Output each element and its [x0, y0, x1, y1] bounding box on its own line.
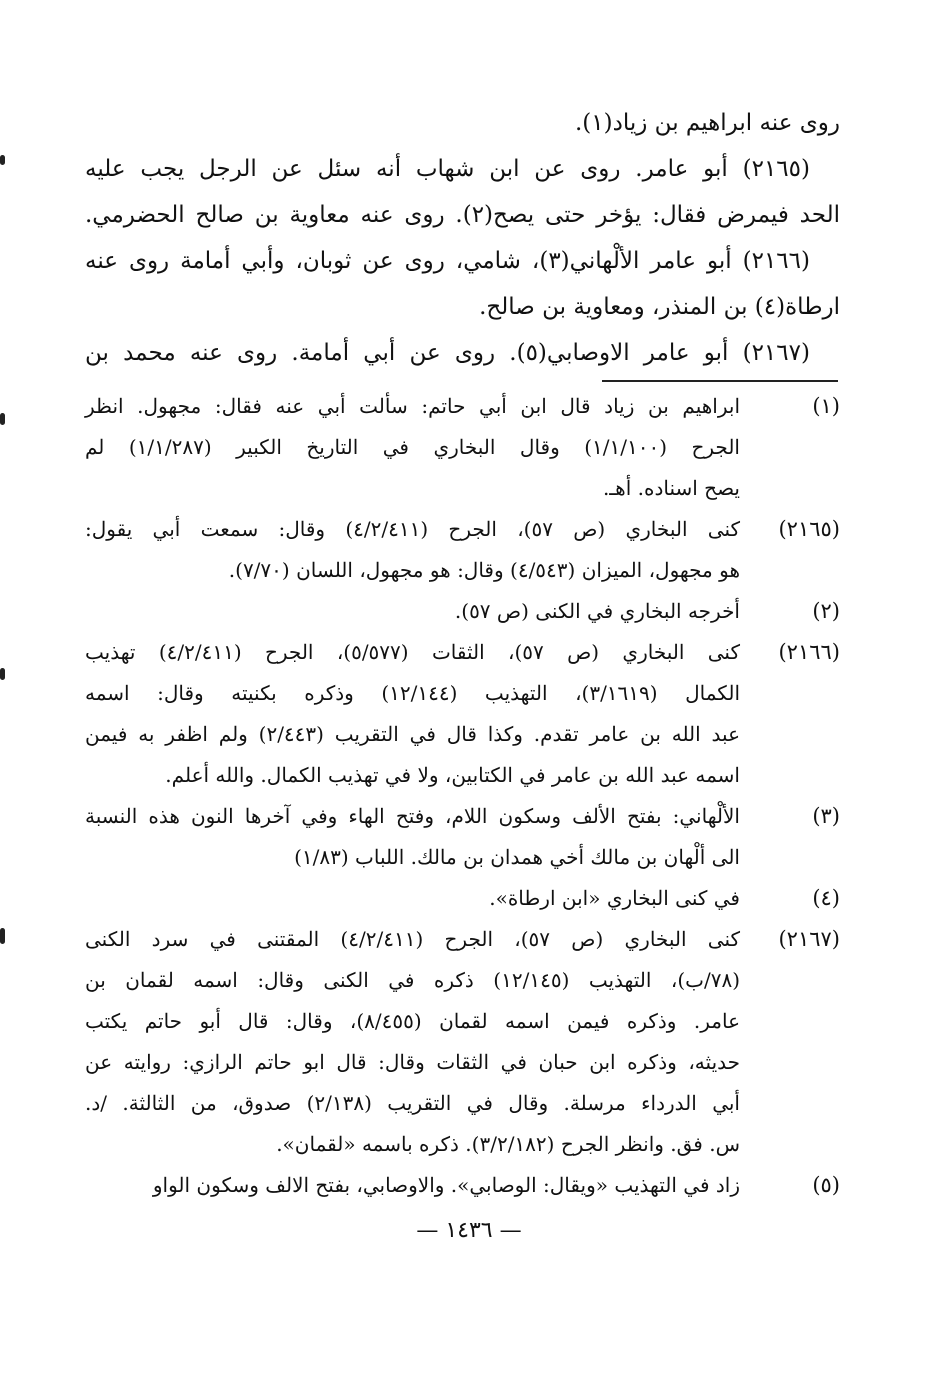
footnote-line: يصح اسناده. أهـ.	[602, 476, 740, 500]
footnote	[85, 1165, 840, 1206]
footnote-line: في كنى البخاري «ابن ارطاة».	[489, 886, 740, 910]
footnote	[85, 878, 840, 919]
footnote	[85, 386, 840, 509]
main-line: (٢١٦٦) أبو عامر الألْهاني(٣)، شامي، روى عن ثوبان، وأبي أمامة روى عنه	[85, 248, 810, 274]
footnote-number: (٢)	[812, 599, 840, 623]
footnote-number: (٣)	[812, 804, 840, 828]
main-line: روى عنه ابراهيم بن زياد(١).	[574, 110, 840, 136]
footnote-line: أخرجه البخاري في الكنى (ص ٥٧).	[454, 599, 740, 623]
footnote	[85, 509, 840, 591]
footnote-line: الكمال (٣/١٦١٩)، التهذيب (١٢/١٤٤) وذكره بكنيته وقال: اسمه	[85, 681, 740, 705]
main-line: (٢١٦٥) أبو عامر. روى عن ابن شهاب أنه سئل عن الرجل يجب عليه	[85, 156, 810, 182]
footnote-line: اسمه عبد الله بن عامر في الكتابين، ولا في تهذيب الكمال. والله أعلم.	[165, 763, 740, 787]
margin-mark	[0, 668, 5, 680]
footnote-line: عامر. وذكره فيمن اسمه لقمان (٨/٤٥٥)، وقال: قال أبو حاتم يكتب	[85, 1009, 740, 1033]
footnote-line: عبد الله بن عامر تقدم. وكذا قال في التقريب (٢/٤٤٣) ولم اظفر به فيمن	[85, 722, 740, 746]
footnote	[85, 632, 840, 796]
main-line: (٢١٦٧) أبو عامر الاوصابي(٥). روى عن أبي أمامة. روى عنه محمد بن	[85, 340, 810, 366]
footnote-line: الألْهاني: بفتح الألف وسكون اللام، وفتح الهاء وفي آخرها النون هذه النسبة	[85, 804, 740, 828]
footnote	[85, 591, 840, 632]
footnote-number: (٢١٦٥)	[778, 517, 840, 541]
footnote-line: كنى البخاري (ص ٥٧)، الثقات (٥/٥٧٧)، الجرح (٤/٢/٤١١) تهذيب	[85, 640, 740, 664]
footnote-line: (٧٨/ب)، التهذيب (١٢/١٤٥) ذكره في الكنى وقال: اسمه لقمان بن	[85, 968, 741, 992]
margin-mark	[0, 928, 5, 944]
footnote-line: الى ألْهان بن مالك أخي همدان بن مالك. اللباب (١/٨٣)	[294, 845, 740, 869]
footnote-separator	[602, 380, 838, 382]
footnote	[85, 796, 840, 878]
main-line: ارطاة(٤) بن المنذر، ومعاوية بن صالح.	[479, 294, 840, 320]
footnote-number: (٢١٦٧)	[778, 927, 840, 951]
footnote	[85, 919, 840, 1165]
footnote-line: أبي الدرداء مرسلة. وقال في التقريب (٢/١٣٨) صدوق، من الثالثة. /د.	[85, 1091, 740, 1115]
footnote-line: كنى البخاري (ص ٥٧)، الجرح (٤/٢/٤١١) وقال: سمعت أبي يقول:	[85, 517, 741, 541]
main-text	[85, 100, 840, 376]
footnote-number: (١)	[812, 394, 840, 418]
margin-mark	[0, 155, 5, 165]
footnote-line: ابراهيم بن زياد قال ابن أبي حاتم: سألت أبي عنه فقال: مجهول. انظر	[85, 394, 740, 418]
footnote-line: كنى البخاري (ص ٥٧)، الجرح (٤/٢/٤١١) المقتنى في سرد الكنى	[85, 927, 741, 951]
footnote-number: (٤)	[812, 886, 840, 910]
footnote-line: حديثه، وذكره ابن حبان في الثقات وقال: قال ابو حاتم الرازي: روايته عن	[85, 1050, 740, 1074]
footnote-number: (٢١٦٦)	[778, 640, 840, 664]
footnote-number: (٥)	[812, 1173, 840, 1197]
footnote-line: هو مجهول، الميزان (٤/٥٤٣) وقال: هو مجهول، اللسان (٧/٧٠).	[228, 558, 740, 582]
main-line: الحد فيمرض فقال: يؤخر حتى يصح(٢). روى عنه معاوية بن صالح الحضرمي.	[85, 202, 840, 228]
footnote-line: س. فق. وانظر الجرح (٣/٢/١٨٢). ذكره باسمه «لقمان».	[276, 1132, 740, 1156]
footnotes	[85, 386, 840, 1206]
margin-mark	[0, 413, 5, 425]
page-number: — ١٤٣٦ —	[416, 1218, 522, 1243]
footnote-line: زاد في التهذيب «ويقال: الوصابي». والاوصابي، بفتح الالف وسكون الواو	[152, 1173, 740, 1197]
footnote-line: الجرح (١/١/١٠٠) وقال البخاري في التاريخ الكبير (١/١/٢٨٧) لم	[85, 435, 740, 459]
